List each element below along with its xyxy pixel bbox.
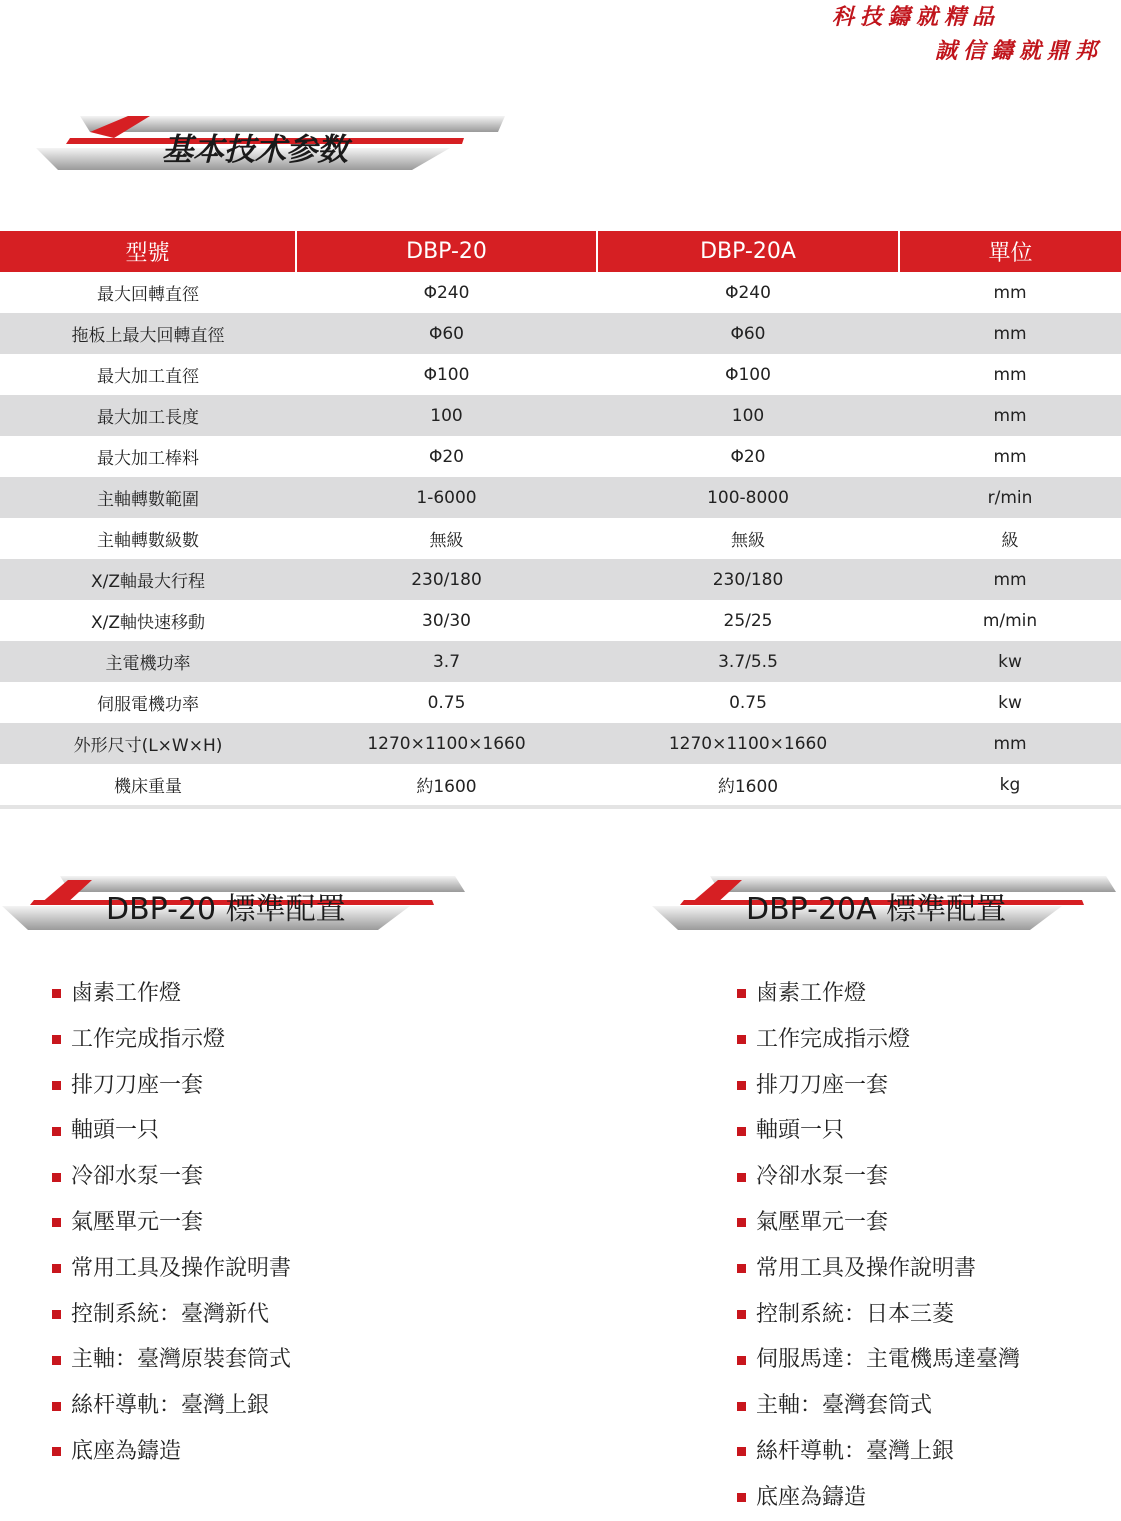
dbp20-value-cell: 1270×1100×1660	[296, 723, 597, 764]
dbp20-value-cell: 1-6000	[296, 477, 597, 518]
square-bullet-icon	[52, 1081, 61, 1090]
list-item-label: 軸頭一只	[71, 1118, 160, 1144]
slogan-line-1: 科技鑄就精品	[832, 4, 1001, 30]
param-name-cell: X/Z軸快速移動	[90, 613, 206, 633]
table-row	[0, 518, 1121, 559]
square-bullet-icon	[52, 989, 61, 998]
table-row	[0, 313, 1121, 354]
list-item	[735, 1475, 1020, 1521]
table-row	[0, 395, 1121, 436]
square-bullet-icon	[737, 1173, 746, 1182]
dbp20a-value-cell: Φ20	[730, 446, 766, 467]
table-row	[0, 354, 1121, 395]
list-item-label: 常用工具及操作說明書	[71, 1255, 292, 1281]
header-dbp20: DBP-20	[296, 231, 597, 272]
list-item	[50, 1154, 291, 1200]
list-item-label: 控制系統：臺灣新代	[71, 1301, 270, 1327]
dbp20a-value-cell: Φ240	[725, 282, 771, 303]
dbp20-value-cell: 約1600	[296, 764, 597, 807]
square-bullet-icon	[737, 1356, 746, 1365]
list-item	[50, 1063, 291, 1109]
unit-cell: m/min	[982, 610, 1038, 631]
unit-cell: kw	[899, 641, 1121, 682]
param-name-cell: 最大加工直徑	[97, 367, 199, 387]
param-name-cell: 主軸轉數級數	[97, 531, 199, 551]
dbp20-value-cell: Φ60	[296, 313, 597, 354]
list-item-label: 冷卻水泵一套	[756, 1164, 889, 1190]
square-bullet-icon	[52, 1035, 61, 1044]
list-item	[735, 1429, 1020, 1475]
param-name-cell: 主軸轉數範圍	[0, 477, 296, 518]
dbp20a-value-cell: 3.7/5.5	[597, 641, 899, 682]
list-item-label: 軸頭一只	[756, 1118, 845, 1144]
dbp20a-value-cell: 100	[597, 395, 899, 436]
list-item-label: 工作完成指示燈	[71, 1026, 226, 1052]
list-item	[735, 1383, 1020, 1429]
unit-cell: kw	[998, 692, 1022, 713]
unit-cell: r/min	[899, 477, 1121, 518]
list-item-label: 主軸：臺灣原裝套筒式	[71, 1347, 292, 1373]
list-item	[735, 971, 1020, 1017]
list-item	[735, 1200, 1020, 1246]
param-name-cell: 主電機功率	[0, 641, 296, 682]
list-item-label: 氣壓單元一套	[756, 1209, 889, 1235]
list-item-label: 底座為鑄造	[71, 1438, 182, 1464]
list-item	[735, 1246, 1020, 1292]
unit-cell: mm	[993, 364, 1027, 385]
config-right-title: DBP-20A 標準配置	[746, 892, 1007, 927]
square-bullet-icon	[737, 1447, 746, 1456]
dbp20a-value-cell: 約1600	[597, 764, 899, 807]
dbp20-value-cell: Φ20	[428, 446, 464, 467]
param-name-cell: 最大回轉直徑	[97, 285, 199, 305]
table-row	[0, 559, 1121, 600]
unit-cell: mm	[899, 723, 1121, 764]
table-row	[0, 436, 1121, 477]
list-item-label: 控制系統：日本三菱	[756, 1301, 955, 1327]
dbp20a-value-cell: 100-8000	[597, 477, 899, 518]
list-item	[50, 1108, 291, 1154]
dbp20-value-cell: 無級	[429, 531, 464, 551]
param-name-cell: 最大加工長度	[0, 395, 296, 436]
square-bullet-icon	[737, 1127, 746, 1136]
list-item-label: 排刀刀座一套	[71, 1072, 204, 1098]
list-item	[735, 1063, 1020, 1109]
list-item-label: 絲杆導軌：臺灣上銀	[756, 1438, 955, 1464]
config-left-title: DBP-20 標準配置	[106, 892, 346, 927]
square-bullet-icon	[52, 1447, 61, 1456]
list-item-label: 伺服馬達：主電機馬達臺灣	[756, 1347, 1021, 1373]
square-bullet-icon	[737, 1035, 746, 1044]
table-row	[0, 600, 1121, 641]
list-item	[50, 1383, 291, 1429]
list-item	[50, 1429, 291, 1475]
dbp20-value-cell: 230/180	[296, 559, 597, 600]
square-bullet-icon	[737, 989, 746, 998]
config-left-list	[50, 971, 291, 1475]
unit-cell: mm	[993, 282, 1027, 303]
list-item	[735, 1337, 1020, 1383]
unit-cell: mm	[899, 313, 1121, 354]
list-item-label: 絲杆導軌：臺灣上銀	[71, 1393, 270, 1419]
list-item	[50, 1337, 291, 1383]
square-bullet-icon	[52, 1264, 61, 1273]
list-item-label: 鹵素工作燈	[71, 981, 182, 1006]
list-item	[50, 1200, 291, 1246]
list-item	[50, 1292, 291, 1338]
square-bullet-icon	[737, 1264, 746, 1273]
dbp20-value-cell: 30/30	[422, 610, 471, 631]
table-row	[0, 764, 1121, 807]
list-item-label: 氣壓單元一套	[71, 1209, 204, 1235]
square-bullet-icon	[52, 1218, 61, 1227]
square-bullet-icon	[737, 1218, 746, 1227]
dbp20-value-cell: 3.7	[296, 641, 597, 682]
list-item	[735, 1154, 1020, 1200]
dbp20-value-cell: Φ100	[423, 364, 470, 385]
header-model: 型號	[0, 231, 296, 272]
square-bullet-icon	[737, 1493, 746, 1502]
square-bullet-icon	[737, 1310, 746, 1319]
dbp20a-value-cell: 230/180	[597, 559, 899, 600]
param-name-cell: 最大加工棒料	[97, 449, 199, 469]
unit-cell: mm	[899, 559, 1121, 600]
list-item-label: 主軸：臺灣套筒式	[756, 1393, 933, 1419]
list-item	[735, 1108, 1020, 1154]
dbp20a-value-cell: 25/25	[723, 610, 773, 631]
dbp20a-value-cell: 1270×1100×1660	[597, 723, 899, 764]
list-item-label: 工作完成指示燈	[756, 1026, 911, 1052]
square-bullet-icon	[52, 1127, 61, 1136]
list-item-label: 鹵素工作燈	[756, 981, 867, 1006]
dbp20-value-cell: 100	[296, 395, 597, 436]
square-bullet-icon	[52, 1310, 61, 1319]
square-bullet-icon	[737, 1402, 746, 1411]
unit-cell: 級	[1001, 531, 1019, 551]
list-item-label: 常用工具及操作說明書	[756, 1255, 977, 1281]
square-bullet-icon	[52, 1402, 61, 1411]
dbp20a-value-cell: 無級	[731, 531, 765, 551]
dbp20-value-cell: 0.75	[427, 692, 466, 713]
table-row	[0, 477, 1121, 518]
list-item	[50, 1017, 291, 1063]
list-item	[50, 1246, 291, 1292]
dbp20a-value-cell: Φ60	[597, 313, 899, 354]
list-item-label: 底座為鑄造	[756, 1484, 867, 1510]
list-item	[735, 1017, 1020, 1063]
list-item-label: 冷卻水泵一套	[71, 1164, 204, 1190]
param-name-cell: 外形尺寸(L×W×H)	[0, 723, 296, 764]
table-row	[0, 641, 1121, 682]
dbp20a-value-cell: 0.75	[729, 692, 767, 713]
param-name-cell: X/Z軸最大行程	[0, 559, 296, 600]
dbp20-value-cell: Φ240	[423, 282, 470, 303]
param-name-cell: 機床重量	[0, 764, 296, 807]
config-right-list	[735, 971, 1020, 1521]
params-section-title: 基本技术参数	[162, 132, 348, 168]
table-row	[0, 723, 1121, 764]
list-item	[735, 1292, 1020, 1338]
config-left-banner	[0, 874, 470, 932]
square-bullet-icon	[52, 1173, 61, 1182]
param-name-cell: 伺服電機功率	[97, 695, 199, 715]
header-dbp20a: DBP-20A	[597, 231, 899, 272]
unit-cell: mm	[993, 446, 1027, 467]
param-name-cell: 拖板上最大回轉直徑	[0, 313, 296, 354]
header-unit: 單位	[899, 231, 1121, 272]
list-item-label: 排刀刀座一套	[756, 1072, 889, 1098]
unit-cell: kg	[899, 764, 1121, 807]
table-row	[0, 272, 1121, 313]
dbp20a-value-cell: Φ100	[725, 364, 771, 385]
params-table	[0, 231, 1121, 809]
config-right-banner	[650, 874, 1121, 932]
square-bullet-icon	[737, 1081, 746, 1090]
params-table-body	[0, 272, 1121, 807]
table-header-row	[0, 231, 1121, 272]
unit-cell: mm	[899, 395, 1121, 436]
list-item	[50, 971, 291, 1017]
slogan-line-2: 誠信鑄就鼎邦	[935, 38, 1104, 64]
square-bullet-icon	[52, 1356, 61, 1365]
table-row	[0, 682, 1121, 723]
params-section-banner	[30, 112, 510, 174]
